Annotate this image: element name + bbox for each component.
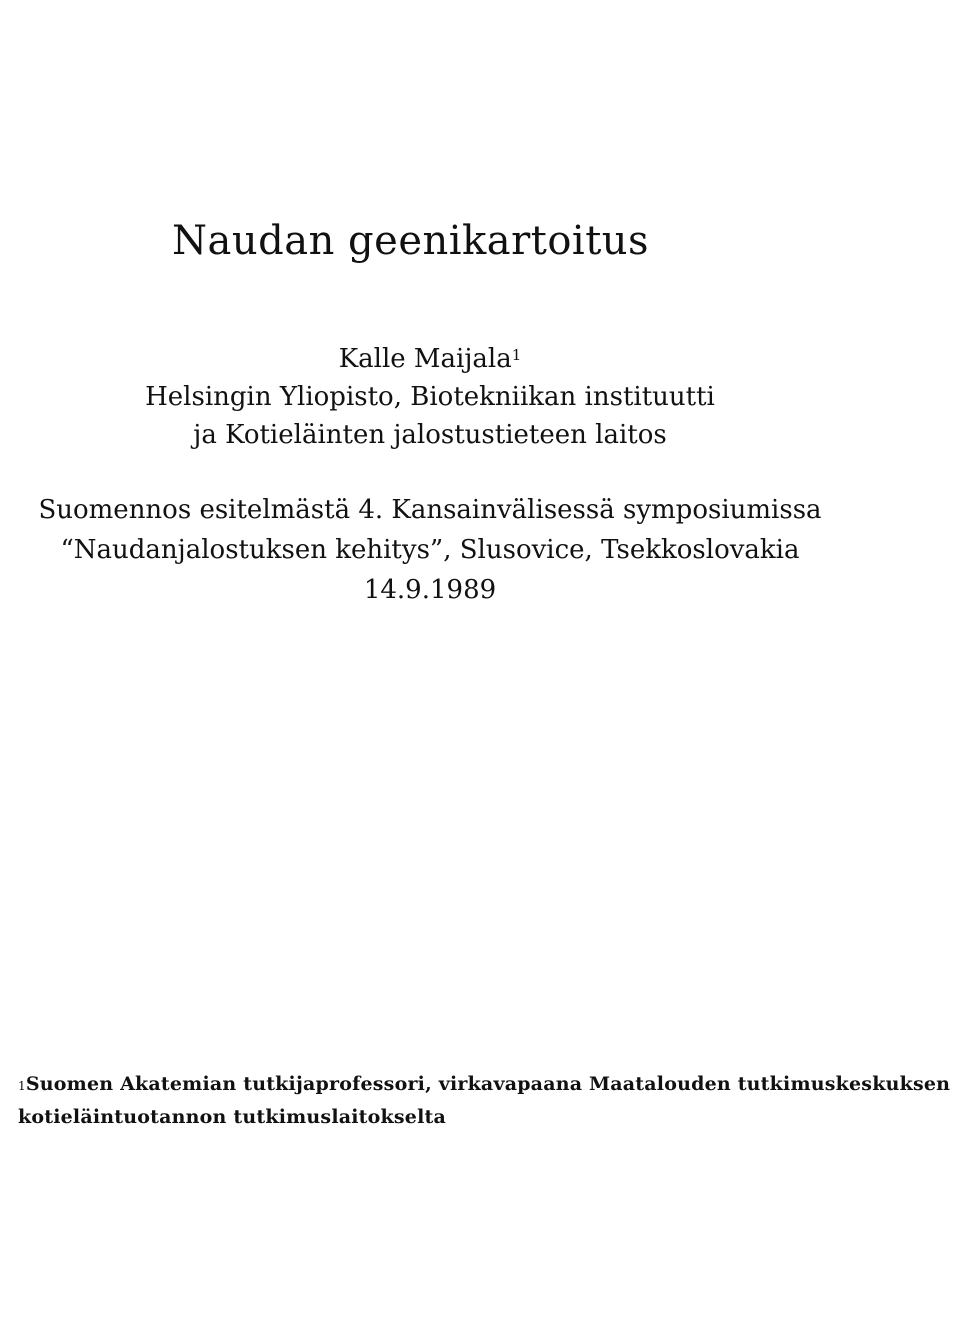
document-title: Naudan geenikartoitus <box>172 218 650 264</box>
footnote-mark: 1 <box>18 1079 26 1093</box>
author-name: Kalle Maijala <box>338 344 512 374</box>
source-line-2: “Naudanjalostuksen kehitys”, Slusovice, Tsekkoslovakia <box>60 535 800 565</box>
source-note <box>20 490 840 610</box>
author-line <box>120 340 740 378</box>
author-block <box>120 340 740 454</box>
source-date: 14.9.1989 <box>363 575 497 605</box>
author-footnote-mark: 1 <box>511 346 522 364</box>
footnote <box>18 1068 951 1134</box>
source-line-1: Suomennos esitelmästä 4. Kansainvälisessä symposiumissa <box>38 495 822 525</box>
footnote-line-1 <box>18 1068 951 1101</box>
footnote-text-1: Suomen Akatemian tutkijaprofessori, virkavapaana Maatalouden tutkimuskeskuksen <box>25 1073 951 1095</box>
footnote-line-2: kotieläintuotannon tutkimuslaitokselta <box>18 1106 446 1128</box>
affiliation-line-1: Helsingin Yliopisto, Biotekniikan instituutti <box>145 382 715 412</box>
affiliation-line-2: ja Kotieläinten jalostustieteen laitos <box>193 420 667 450</box>
